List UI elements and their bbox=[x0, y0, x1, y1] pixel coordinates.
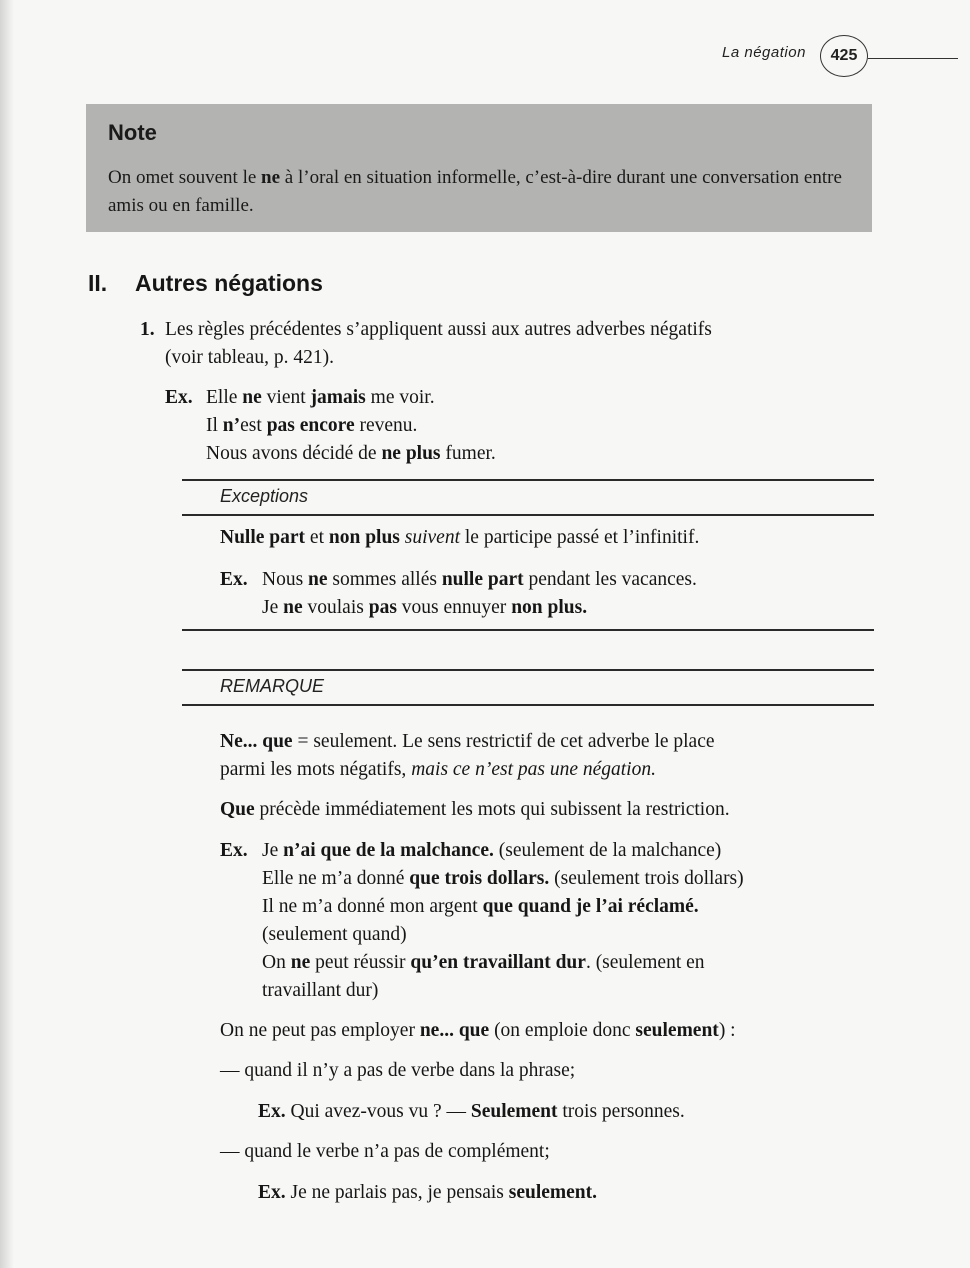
text-run: le participe passé et l’infinitif. bbox=[460, 527, 700, 548]
bold-run: seulement bbox=[635, 1020, 719, 1041]
bold-run: que trois dollars. bbox=[409, 868, 550, 889]
note-title: Note bbox=[108, 120, 157, 145]
text-run: vous ennuyer bbox=[396, 597, 512, 618]
exceptions-top-rule bbox=[182, 479, 874, 481]
text-run: Nous bbox=[262, 569, 309, 590]
header-rule bbox=[868, 58, 958, 59]
example-line bbox=[206, 412, 417, 440]
text-run: me voir. bbox=[365, 387, 435, 408]
text-run: (seulement trois dollars) bbox=[549, 868, 744, 889]
text-run: à l’oral en situation informelle, c’est-à-dire durant une conversation entre amis ou en famille. bbox=[108, 167, 842, 216]
example-label: Ex. bbox=[220, 569, 248, 590]
rule-number: 1. bbox=[140, 319, 155, 340]
section-number: II. bbox=[88, 270, 108, 296]
bold-run: ne bbox=[290, 952, 311, 973]
chapter-header: La négation bbox=[722, 44, 806, 61]
bold-run: Ex. bbox=[258, 1182, 286, 1203]
text-run: voulais bbox=[302, 597, 369, 618]
example-line bbox=[206, 440, 496, 468]
text-run: Je ne parlais pas, je pensais bbox=[285, 1182, 509, 1203]
bold-run: non plus bbox=[328, 527, 400, 548]
bold-run: Ne... que bbox=[220, 731, 293, 752]
example-label: Ex. bbox=[220, 840, 248, 861]
example-line bbox=[262, 893, 699, 921]
example-label: Ex. bbox=[165, 387, 193, 408]
bold-run: ne bbox=[283, 597, 303, 618]
text-run: (voir tableau, p. 421). bbox=[165, 347, 334, 368]
bold-run: que de la malchance. bbox=[320, 840, 494, 861]
bold-run: ne... que bbox=[419, 1020, 490, 1041]
rule-line bbox=[165, 344, 334, 372]
text-run: Les règles précédentes s’appliquent aussi aux autres adverbes négatifs bbox=[165, 319, 712, 340]
example-line bbox=[262, 977, 378, 1005]
section-title: Autres négations bbox=[135, 270, 323, 296]
italic-run: mais ce n’est pas une négation. bbox=[411, 759, 656, 780]
case-example bbox=[258, 1098, 685, 1126]
remarque-paragraph bbox=[220, 1017, 736, 1045]
exceptions-label-rule bbox=[182, 514, 874, 516]
case-line bbox=[220, 1057, 575, 1085]
text-run: Qui avez-vous vu ? — bbox=[285, 1101, 471, 1122]
remarque-top-rule bbox=[182, 669, 874, 671]
text-run: Il bbox=[206, 415, 223, 436]
bold-run: ne bbox=[308, 569, 328, 590]
remarque-paragraph bbox=[220, 796, 730, 824]
rule-line bbox=[165, 316, 712, 344]
text-run: — quand le verbe n’a pas de complément; bbox=[220, 1141, 550, 1162]
text-run: Elle bbox=[206, 387, 243, 408]
example-line bbox=[262, 837, 721, 865]
bold-run: ne plus bbox=[381, 443, 441, 464]
text-run: parmi les mots négatifs, bbox=[220, 759, 412, 780]
exceptions-rule-text bbox=[220, 524, 699, 552]
bold-run: n’ai bbox=[283, 840, 316, 861]
bold-run: Seulement bbox=[470, 1101, 558, 1122]
text-run: Je bbox=[262, 840, 284, 861]
remarque-paragraph bbox=[220, 756, 656, 784]
example-line bbox=[206, 384, 435, 412]
bold-run: Que bbox=[220, 799, 255, 820]
text-run: On bbox=[262, 952, 291, 973]
text-run: Elle ne m’a donné bbox=[262, 868, 410, 889]
bold-run: pas encore bbox=[266, 415, 355, 436]
text-run: revenu. bbox=[354, 415, 418, 436]
bold-run: seulement. bbox=[508, 1182, 598, 1203]
text-run: trois personnes. bbox=[557, 1101, 685, 1122]
text-run: Nous avons décidé de bbox=[206, 443, 382, 464]
bold-run: qu’en travaillant dur bbox=[410, 952, 586, 973]
example-line bbox=[262, 594, 587, 622]
text-run: et bbox=[305, 527, 329, 548]
bold-run: jamais bbox=[310, 387, 366, 408]
text-run: (on emploie donc bbox=[489, 1020, 636, 1041]
case-line bbox=[220, 1138, 550, 1166]
bold-run: ne bbox=[261, 167, 281, 188]
text-run: travaillant dur) bbox=[262, 980, 379, 1001]
bold-run: non plus. bbox=[511, 597, 588, 618]
remarque-label: REMARQUE bbox=[220, 676, 325, 696]
text-run: vient bbox=[261, 387, 311, 408]
text-run: — quand il n’y a pas de verbe dans la phrase; bbox=[220, 1060, 576, 1081]
bold-run: ne bbox=[242, 387, 262, 408]
bold-run: n’ bbox=[222, 415, 241, 436]
example-line bbox=[262, 865, 744, 893]
text-run: Je bbox=[262, 597, 284, 618]
bold-run: pas bbox=[368, 597, 397, 618]
text-run: ) : bbox=[718, 1020, 736, 1041]
text-run: (seulement de la malchance) bbox=[493, 840, 722, 861]
text-run: fumer. bbox=[440, 443, 496, 464]
text-run: précède immédiatement les mots qui subissent la restriction. bbox=[254, 799, 730, 820]
italic-run: suivent bbox=[404, 527, 460, 548]
text-run: . (seulement en bbox=[585, 952, 705, 973]
page-edge-shadow bbox=[0, 0, 14, 1268]
remarque-label-rule bbox=[182, 704, 874, 706]
exceptions-bottom-rule bbox=[182, 629, 874, 631]
text-run: = seulement. Le sens restrictif de cet adverbe le place bbox=[292, 731, 715, 752]
bold-run: Ex. bbox=[258, 1101, 286, 1122]
text-run: peut réussir bbox=[310, 952, 411, 973]
remarque-paragraph bbox=[220, 728, 715, 756]
text-run: (seulement quand) bbox=[262, 924, 407, 945]
text-run: pendant les vacances. bbox=[523, 569, 697, 590]
note-text bbox=[108, 164, 848, 220]
text-run: est bbox=[240, 415, 267, 436]
text-run: On omet souvent le bbox=[108, 167, 262, 188]
bold-run: Nulle part bbox=[220, 527, 306, 548]
example-line bbox=[262, 921, 407, 949]
text-run: sommes allés bbox=[327, 569, 442, 590]
text-run: On ne peut pas employer bbox=[220, 1020, 420, 1041]
bold-run: que quand je l’ai réclamé. bbox=[482, 896, 699, 917]
example-line bbox=[262, 566, 697, 594]
example-line bbox=[262, 949, 705, 977]
case-example bbox=[258, 1179, 597, 1207]
bold-run: nulle part bbox=[441, 569, 524, 590]
text-run: Il ne m’a donné mon argent bbox=[262, 896, 483, 917]
page-number-badge: 425 bbox=[820, 35, 868, 77]
exceptions-label: Exceptions bbox=[220, 486, 309, 506]
